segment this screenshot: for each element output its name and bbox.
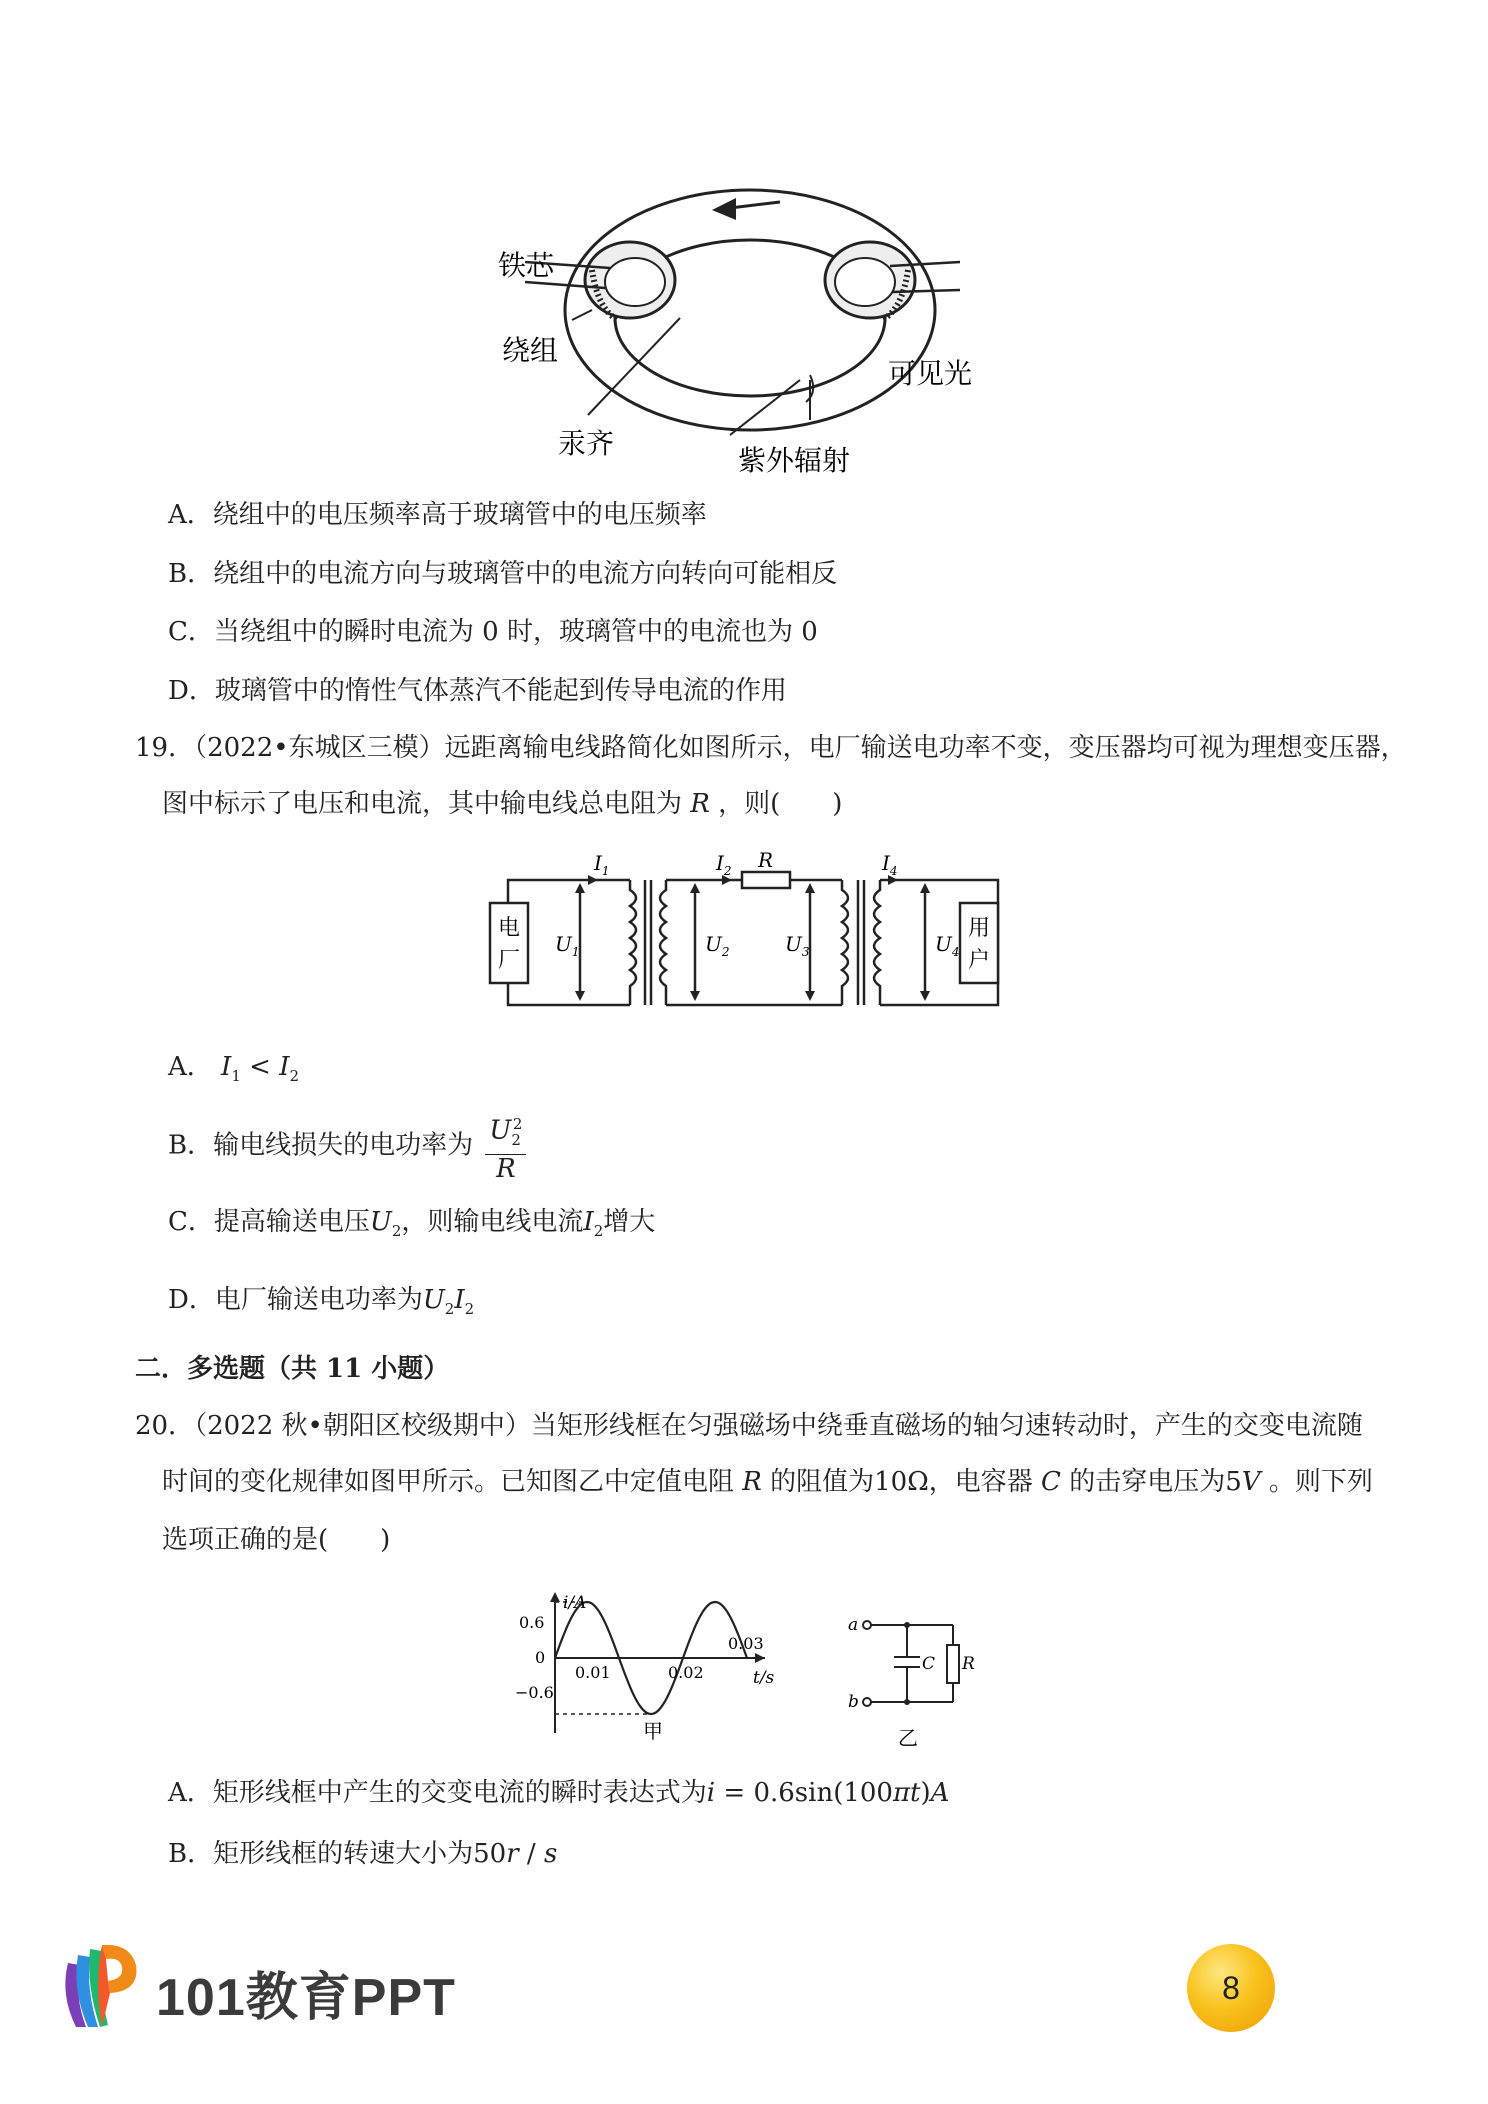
y-axis-label: i/A	[563, 1593, 587, 1613]
y-tick-top: 0.6	[519, 1613, 545, 1632]
voltage-u1: $U_1$	[555, 932, 580, 959]
q19-stem-line2: 图中标示了电压和电流，其中输电线总电阻为 R ，则( )	[162, 789, 843, 819]
current-i1: $I_1$	[594, 851, 610, 878]
q20-option-b: B．矩形线框的转速大小为50r / s	[168, 1839, 558, 1869]
resistor-label-r: R	[962, 1654, 975, 1674]
section-2-title: 二．多选题（共 11 小题）	[135, 1354, 450, 1384]
q18-option-b: B．绕组中的电流方向与玻璃管中的电流方向转向可能相反	[168, 559, 838, 589]
q19-stem-line1: 19．（2022•东城区三模）远距离输电线路简化如图所示，电厂输送电功率不变，变压器均可视为理想变压器，	[135, 733, 1407, 763]
x-tick-3: 0.03	[728, 1634, 764, 1653]
q19-option-a: A． $I_1 < I_2$	[168, 1052, 300, 1086]
x-axis-label: t/s	[753, 1668, 775, 1688]
plant-label-1: 电	[498, 916, 521, 941]
q19-option-b: B．输电线损失的电功率为 $\frac{U_2^2}{R}$	[168, 1110, 526, 1183]
resistor-label: R	[758, 848, 774, 872]
page-number-badge: 8	[1187, 1944, 1275, 2032]
label-iron-core: 铁芯	[498, 249, 555, 282]
q20-stem-line2: 时间的变化规律如图甲所示。已知图乙中定值电阻 R 的阻值为10Ω，电容器 C 的击穿电压为5V 。则下列	[162, 1467, 1373, 1497]
q19-option-d: D．电厂输送电功率为$U_2I_2$	[168, 1285, 475, 1319]
ring-lamp-figure	[480, 170, 1020, 490]
y-tick-bottom: −0.6	[515, 1683, 554, 1702]
x-tick-1: 0.01	[575, 1663, 611, 1682]
logo-text: 101教育PPT	[156, 1969, 456, 2027]
power-transmission-figure	[480, 845, 1010, 1015]
capacitor-resistor-circuit	[830, 1605, 1000, 1755]
voltage-u4: $U_4$	[935, 932, 960, 959]
q18-option-d: D．玻璃管中的惰性气体蒸汽不能起到传导电流的作用	[168, 676, 787, 706]
terminal-a: a	[848, 1615, 859, 1635]
voltage-u3: $U_3$	[785, 932, 810, 959]
q20-option-a: A．矩形线框中产生的交变电流的瞬时表达式为i = 0.6sin(100πt)A	[168, 1778, 950, 1808]
label-uv: 紫外辐射	[738, 444, 851, 477]
plant-label-2: 厂	[498, 948, 521, 973]
label-visible: 可见光	[888, 357, 973, 390]
q19-option-c: C．提高输送电压$U_2$，则输电线电流$I_2$增大	[168, 1207, 656, 1241]
capacitor-label: C	[922, 1654, 936, 1674]
y-tick-zero: 0	[535, 1648, 546, 1667]
voltage-u2: $U_2$	[705, 932, 730, 959]
fraction-u2-squared-over-r: $\frac{U_2^2}{R}$	[485, 1110, 526, 1183]
q20-stem-line3: 选项正确的是( )	[162, 1525, 391, 1555]
q18-option-a: A．绕组中的电压频率高于玻璃管中的电压频率	[168, 500, 707, 530]
x-tick-2: 0.02	[668, 1663, 704, 1682]
graph-caption: 甲	[643, 1719, 663, 1743]
label-winding: 绕组	[502, 334, 559, 367]
current-time-graph	[515, 1588, 805, 1753]
label-mercury: 汞齐	[558, 427, 615, 460]
q18-option-c: C．当绕组中的瞬时电流为 0 时，玻璃管中的电流也为 0	[168, 617, 818, 647]
user-label-2: 户	[968, 948, 991, 973]
user-label-1: 用	[968, 916, 991, 941]
circuit-caption: 乙	[898, 1726, 918, 1750]
current-i4: $I_4$	[882, 851, 898, 878]
q20-stem-line1: 20．（2022 秋•朝阳区校级期中）当矩形线框在匀强磁场中绕垂直磁场的轴匀速转动时，产生的交变电流随	[135, 1411, 1363, 1441]
terminal-b: b	[848, 1692, 859, 1712]
logo-icon	[50, 1935, 146, 2035]
current-i2: $I_2$	[716, 851, 732, 878]
